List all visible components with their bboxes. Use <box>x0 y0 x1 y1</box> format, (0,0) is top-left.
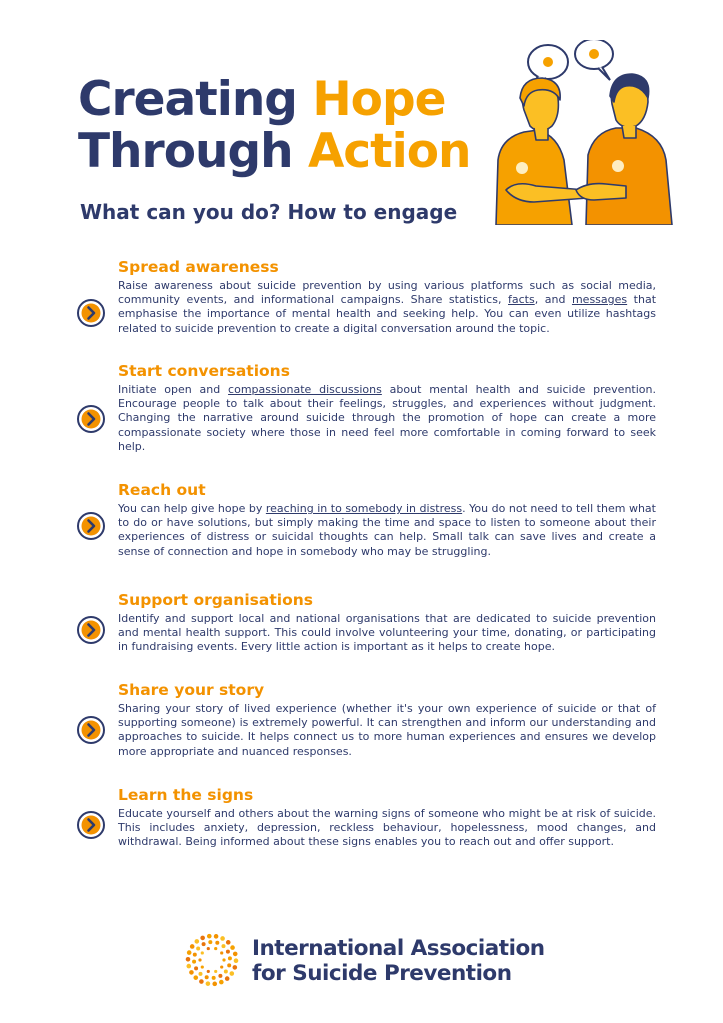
chevron-right-icon <box>76 715 106 745</box>
person-left-icon <box>496 78 588 225</box>
section-support-organisations <box>76 591 656 655</box>
section-learn-the-signs <box>76 786 656 850</box>
reaching-in-link[interactable]: reaching in to somebody in distress <box>265 502 463 515</box>
compassionate-discussions-link[interactable]: compassionate discussions <box>228 383 382 396</box>
chevron-right-icon <box>76 404 106 434</box>
page-subtitle: What can you do? How to engage <box>80 200 458 224</box>
section-body: You can help give hope by reaching in to somebody in distress. You do not need to tell them what to do or have solutions, but simply making the time and space to listen to someone about their experiences of distress or suicidal thoughts can help. Small talk can save lives and create a sense of connection and hope in somebody who may be struggling. <box>118 502 656 558</box>
conversation-illustration <box>476 40 686 225</box>
section-heading: Spread awareness <box>118 258 279 276</box>
section-body: Identify and support local and national organisations that are dedicated to suicide prevention and mental health support. This could involve volunteering your time, donating, or participating in fundraising events. Every little action is important as it helps to create hope. <box>118 612 656 654</box>
facts-link[interactable]: facts <box>508 293 535 307</box>
section-heading: Start conversations <box>118 362 290 380</box>
title-action: Action <box>307 124 471 179</box>
section-spread-awareness <box>76 258 656 336</box>
section-body: Initiate open and compassionate discussions about mental health and suicide prevention. Encourage people to talk about their feelings, struggles, and experiences without judgment. Changing the narrative around suicide through the promotion of hope can create a more compassionate society where those in need feel more comfortable in coming forward to seek help. <box>118 383 656 453</box>
chevron-right-icon <box>76 511 106 541</box>
section-start-conversations <box>76 362 656 454</box>
page-title <box>78 74 471 178</box>
section-heading: Support organisations <box>118 591 313 609</box>
person-right-icon <box>576 74 672 225</box>
footer-logo <box>182 930 562 992</box>
section-body: Raise awareness about suicide prevention by using various platforms such as social media, community events, and informational campaigns. Share statistics, facts, and messages that emphasise the importance of mental health and seeking help. You can even utilize hashtags related to suicide prevention to create a digital conversation around the topic. <box>118 279 657 335</box>
messages-link[interactable]: messages <box>571 293 628 307</box>
section-heading: Reach out <box>118 481 206 499</box>
title-through: Through <box>78 124 293 179</box>
sunburst-logo-icon <box>182 930 242 990</box>
section-body: Educate yourself and others about the warning signs of someone who might be at risk of suicide. This includes anxiety, depression, reckless behaviour, hopelessness, mood changes, and withdrawal. Being informed about these signs enables you to reach out and offer support. <box>118 807 656 849</box>
chevron-right-icon <box>76 615 106 645</box>
section-heading: Share your story <box>118 681 265 699</box>
section-share-your-story <box>76 681 656 759</box>
chevron-right-icon <box>76 810 106 840</box>
section-reach-out <box>76 481 656 559</box>
title-creating: Creating <box>78 72 297 127</box>
chevron-right-icon <box>76 298 106 328</box>
section-body: Sharing your story of lived experience (whether it's your own experience of suicide or that of supporting someone) is extremely powerful. It can strengthen and inform our understanding and approaches to suicide. It helps connect us to more human experiences and ensures we develop more appropriate and nuanced responses. <box>118 702 656 758</box>
organisation-name: International Association for Suicide Prevention <box>252 936 545 986</box>
title-hope: Hope <box>312 72 446 127</box>
section-heading: Learn the signs <box>118 786 254 804</box>
